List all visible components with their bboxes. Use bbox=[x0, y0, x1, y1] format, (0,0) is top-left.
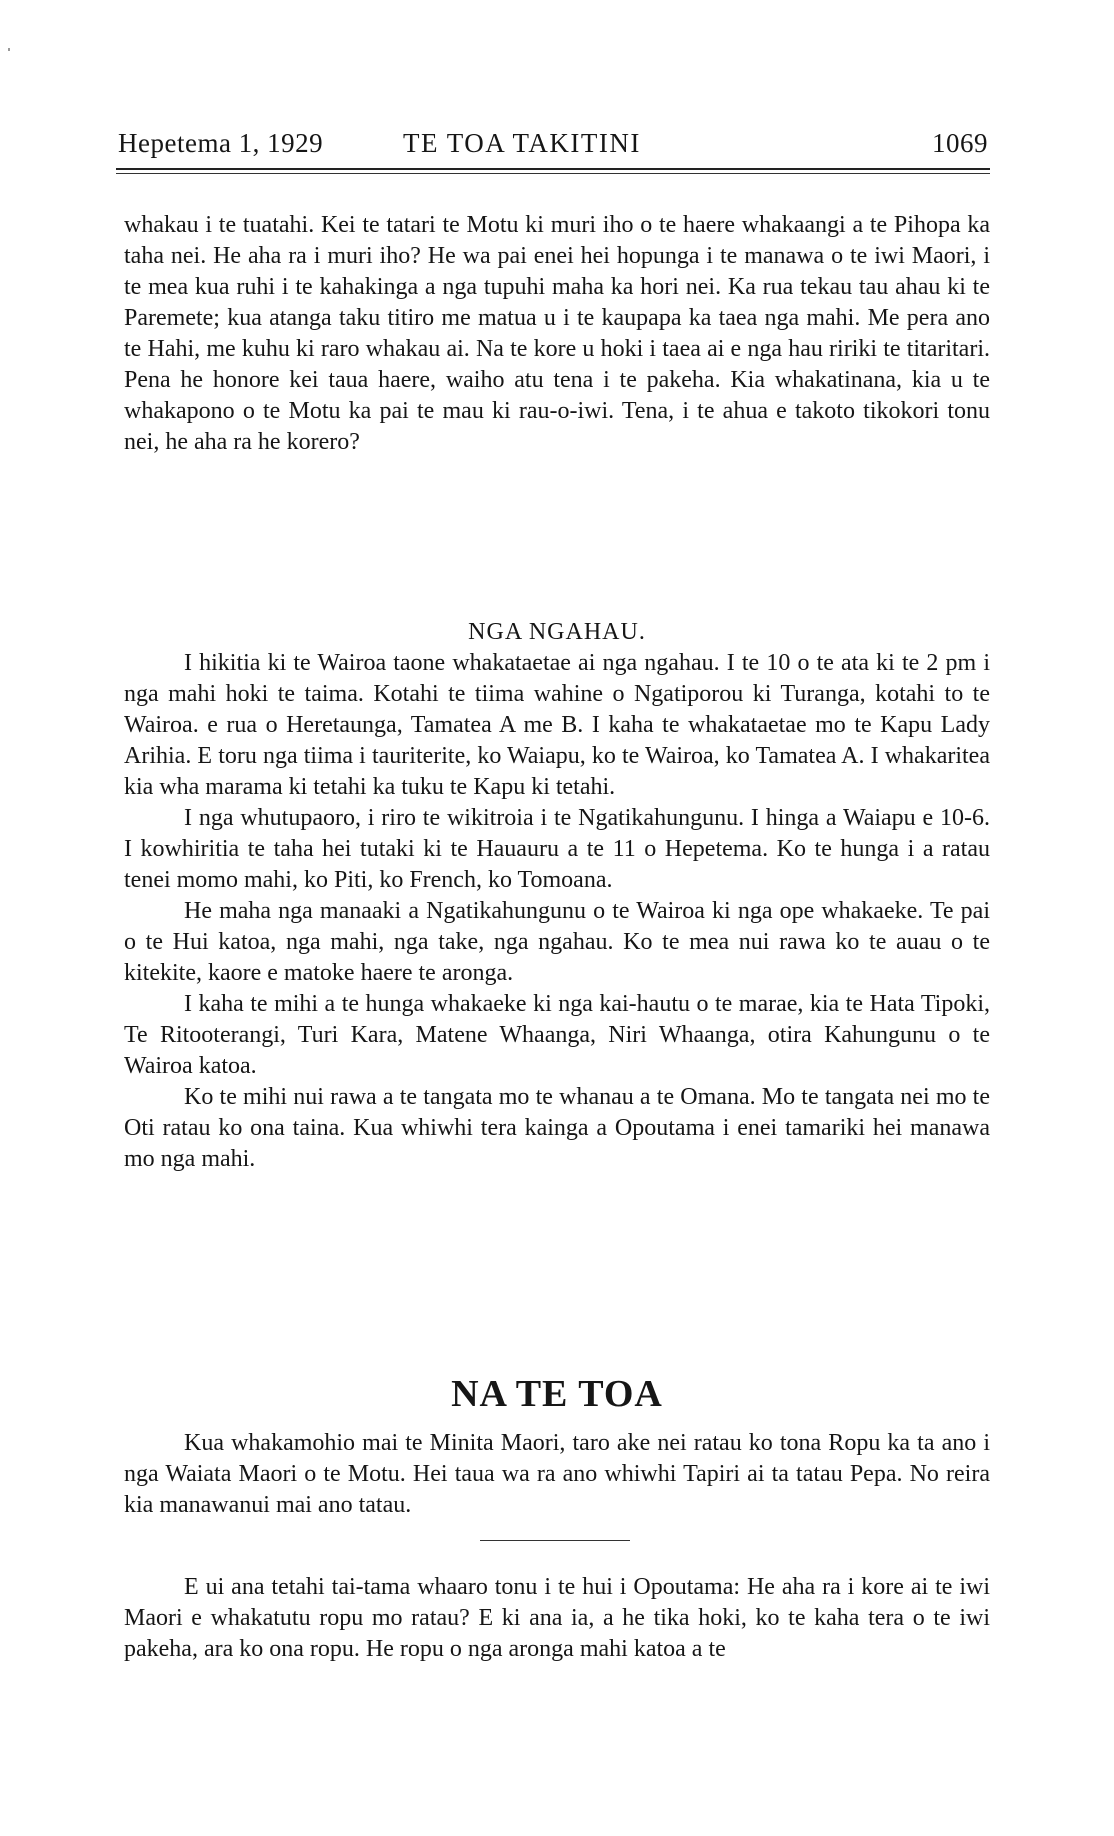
paragraph: I kaha te mihi a te hunga whakaeke ki nga kai-hautu o te marae, kia te Hata Tipoki, Te Ritooterangi, Turi Kara, Matene Whaanga, Niri Whaanga, otira Kahungunu o te Wairoa katoa. bbox=[124, 991, 990, 1079]
header-title: TE TOA TAKITINI bbox=[403, 128, 641, 158]
article-heading: NA TE TOA bbox=[451, 1373, 663, 1415]
closing-section bbox=[124, 1572, 990, 1665]
paragraph: I hikitia ki te Wairoa taone whakataetae ai nga ngahau. I te 10 o te ata ki te 2 pm i nga mahi hoki te taima. Kotahi te tiima wahine o Ngatiporou ki Turanga, kotahi to te Wairoa. e rua o Heretaunga, Tamatea A me B. I kaha te whakataetae mo te Kapu Lady Arihia. E toru nga tiima i tauriterite, ko Waiapu, ko te Wairoa, ko Tamatea A. I whakaritea kia wha marama ki tetahi ka tuku te Kapu ki tetahi. bbox=[124, 650, 990, 800]
section-divider bbox=[480, 1540, 630, 1541]
header-rule-thick bbox=[116, 168, 990, 170]
section-heading: NGA NGAHAU. bbox=[468, 619, 646, 645]
paragraph: Kua whakamohio mai te Minita Maori, taro ake nei ratau ko tona Ropu ka ta ano i nga Waiata Maori o te Motu. Hei taua wa ra ano whiwhi Tapiri ai ta tatau Pepa. No reira kia manawanui mai ano tatau. bbox=[124, 1430, 990, 1518]
header-date: Hepetema 1, 1929 bbox=[118, 128, 324, 158]
running-header bbox=[118, 128, 988, 168]
paragraph: Ko te mihi nui rawa a te tangata mo te whanau a te Omana. Mo te tangata nei mo te Oti ratau ko ona taina. Kua whiwhi tera kainga a Opoutama i enei tamariki hei manawa mo nga mahi. bbox=[124, 1084, 990, 1172]
paragraph: He maha nga manaaki a Ngatikahungunu o te Wairoa ki nga ope whakaeke. Te pai o te Hui katoa, nga mahi, nga take, nga ngahau. Ko te mea nui rawa ko te auau o te kitekite, kaore e matoke haere te aronga. bbox=[124, 898, 990, 986]
opening-section bbox=[124, 210, 990, 458]
closing-paragraph: E ui ana tetahi tai-tama whaaro tonu i te hui i Opoutama: He aha ra i kore ai te iwi Maori e whakatutu ropu mo ratau? E ki ana ia, a he tika hoki, ko te kaha tera o te iwi pakeha, ara ko ona ropu. He ropu o nga aronga mahi katoa a te bbox=[124, 1574, 990, 1662]
page-speck bbox=[8, 48, 10, 51]
paragraph: I nga whutupaoro, i riro te wikitroia i te Ngatikahungunu. I hinga a Waiapu e 10-6. I kowhiritia te taha hei tutaki ki te Hauauru a te 11 o Hepetema. Ko te hunga i a ratau tenei momo mahi, ko Piti, ko French, ko Tomoana. bbox=[124, 805, 990, 893]
opening-paragraph: whakau i te tuatahi. Kei te tatari te Motu ki muri iho o te haere whakaangi a te Pihopa ka taha nei. He aha ra i muri iho? He wa pai enei hei hopunga i te manawa o te iwi Maori, i te mea kua ruhi i te kahakinga a nga tupuhi maha ka hori nei. Ka rua tekau tau ahau ki te Paremete; kua atanga taku titiro me matua u i te kaupapa ka taea nga mahi. Me pera ano te Hahi, me kuhu ki raro whakau ai. Na te kore u hoki i taea ai e nga hau ririki te titaritari. Pena he honore kei taua haere, waiho atu tena i te pakeha. Kia whakatinana, kia u te whakapono o te Motu ka pai te mau ki rau-o-iwi. Tena, i te ahua e takoto tikokori tonu nei, he aha ra he korero? bbox=[124, 212, 990, 455]
na-te-toa-section bbox=[124, 1428, 990, 1521]
header-page-number: 1069 bbox=[932, 128, 988, 158]
nga-ngahau-section bbox=[124, 615, 990, 1175]
header-rule-thin bbox=[116, 173, 990, 174]
